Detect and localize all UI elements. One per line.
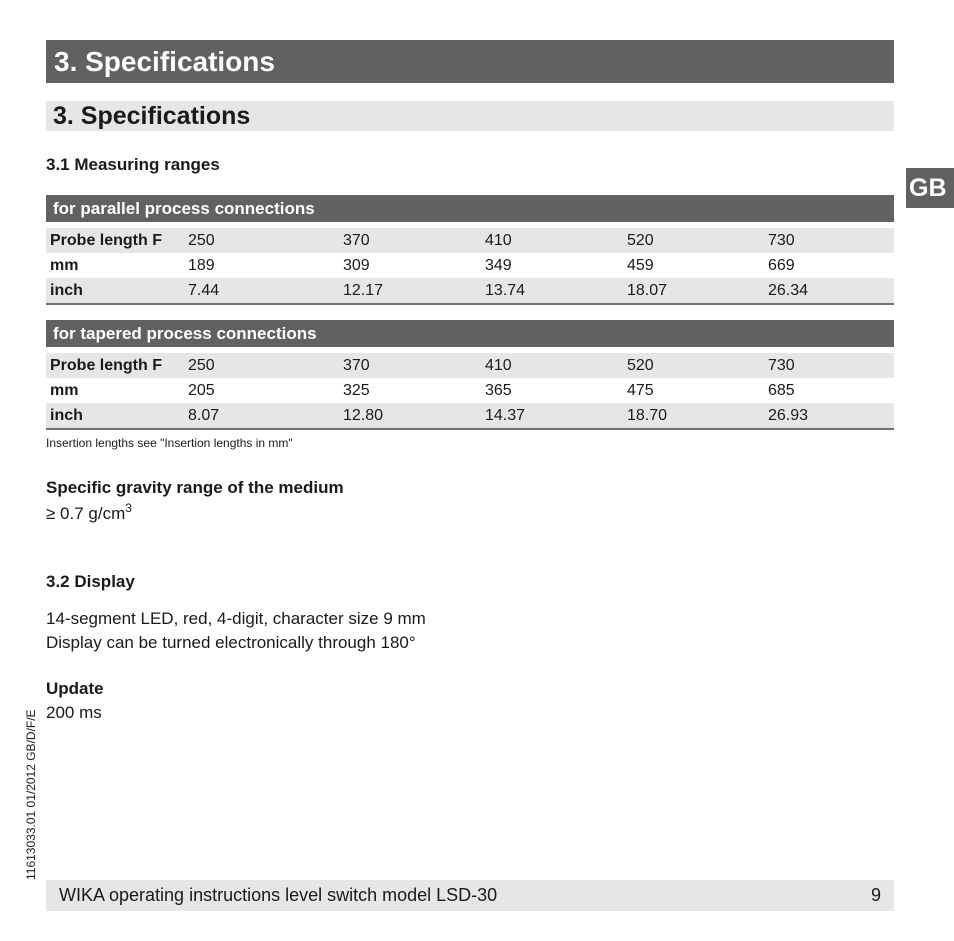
- table-cell: 26.93: [768, 403, 894, 429]
- section-title: 3. Specifications: [46, 101, 894, 131]
- table-cell: 14.37: [485, 403, 627, 429]
- tapered-table: [46, 353, 894, 430]
- table-cell: 325: [343, 381, 370, 399]
- table-cell: 459: [627, 256, 654, 274]
- table-row: [46, 278, 894, 304]
- update-value: 200 ms: [46, 703, 102, 722]
- table-cell: 189: [188, 256, 215, 274]
- table-cell: 26.34: [768, 278, 894, 304]
- table-cell: 410: [485, 353, 627, 378]
- display-heading: 3.2 Display: [46, 572, 135, 591]
- footer-text: WIKA operating instructions level switch model LSD-30: [59, 885, 498, 905]
- table-cell: 475: [627, 381, 654, 399]
- display-line-2: Display can be turned electronically through 180°: [46, 633, 416, 652]
- tapered-table-header: for tapered process connections: [46, 320, 894, 347]
- display-line-1: 14-segment LED, red, 4-digit, character size 9 mm: [46, 609, 426, 628]
- table-cell: 520: [627, 228, 768, 253]
- page-title: 3. Specifications: [46, 40, 894, 83]
- language-tab: GB: [906, 168, 954, 208]
- row-label: inch: [46, 403, 188, 429]
- table-cell: 250: [188, 353, 343, 378]
- insertion-note: Insertion lengths see "Insertion lengths in mm": [46, 436, 293, 450]
- gravity-exponent: 3: [125, 501, 132, 515]
- table-row: [46, 353, 894, 378]
- table-row: [46, 253, 894, 278]
- table-cell: 18.70: [627, 403, 768, 429]
- table-cell: 730: [768, 353, 894, 378]
- table-cell: 18.07: [627, 278, 768, 304]
- row-label: Probe length F: [46, 353, 188, 378]
- table-cell: 685: [768, 381, 795, 399]
- document-code: 11613033.01 01/2012 GB/D/F/E: [24, 709, 38, 880]
- table-cell: 12.17: [343, 278, 485, 304]
- table-row: [46, 403, 894, 429]
- parallel-table: [46, 228, 894, 305]
- table-row: [46, 228, 894, 253]
- table-row: [46, 378, 894, 403]
- parallel-table-header: for parallel process connections: [46, 195, 894, 222]
- table-cell: 365: [485, 381, 512, 399]
- table-cell: 730: [768, 228, 894, 253]
- gravity-value: [46, 502, 132, 525]
- table-cell: 205: [188, 381, 215, 399]
- table-cell: 13.74: [485, 278, 627, 304]
- table-cell: 410: [485, 228, 627, 253]
- table-cell: 250: [188, 228, 343, 253]
- row-label: mm: [50, 256, 79, 274]
- table-cell: 349: [485, 256, 512, 274]
- footer: [46, 880, 894, 911]
- row-label: mm: [50, 381, 79, 399]
- table-cell: 309: [343, 256, 370, 274]
- table-cell: 12.80: [343, 403, 485, 429]
- update-heading: Update: [46, 679, 104, 698]
- table-cell: 8.07: [188, 403, 343, 429]
- gravity-value-text: ≥ 0.7 g/cm: [46, 504, 126, 523]
- table-cell: 520: [627, 353, 768, 378]
- row-label: inch: [46, 278, 188, 304]
- row-label: Probe length F: [46, 228, 188, 253]
- table-cell: 7.44: [188, 278, 343, 304]
- measuring-ranges-heading: 3.1 Measuring ranges: [46, 155, 220, 174]
- table-cell: 669: [768, 256, 795, 274]
- table-cell: 370: [343, 353, 485, 378]
- page-number: 9: [870, 885, 881, 905]
- table-cell: 370: [343, 228, 485, 253]
- gravity-heading: Specific gravity range of the medium: [46, 478, 344, 497]
